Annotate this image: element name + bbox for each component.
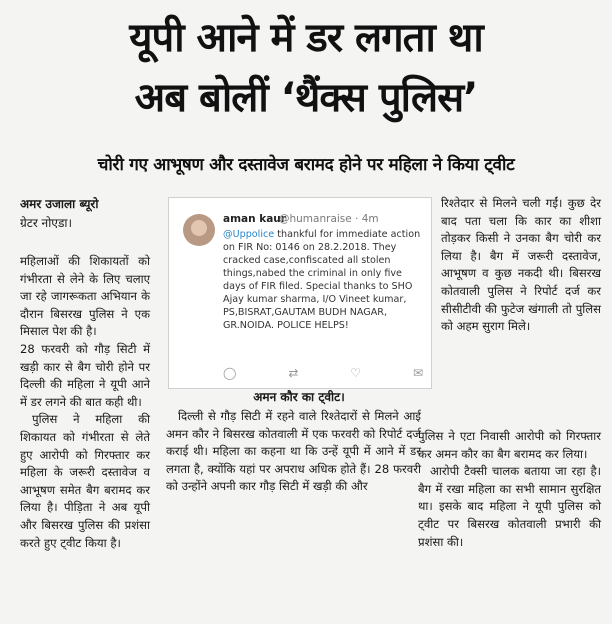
avatar <box>183 214 215 246</box>
headline-line-1: यूपी आने में डर लगता था <box>129 15 483 61</box>
headline-line-2: अब बोलीं ‘थैंक्स पुलिस’ <box>134 75 478 121</box>
article-column-3 <box>441 195 601 336</box>
paragraph: दिल्ली से गौड़ सिटी में रहने वाले रिश्तेदारों से मिलने आई अमन कौर ने बिसरख कोतवाली में एक फरवरी को रिपोर्ट दर्ज कराई थी। महिला का कहना था कि उन्हें यूपी में आने में डर लगता है, क्योंकि यहां पर अपराध अधिक होते हैं। 28 फरवरी को उन्होंने अपनी कार गौड़ सिटी में खड़ी की और <box>166 409 421 494</box>
tweet-caption: अमन कौर का ट्वीट। <box>253 390 345 404</box>
article-column-3-continued <box>418 428 601 551</box>
paragraph: रिश्तेदार से मिलने चली गईं। कुछ देर बाद पता चला कि कार का शीशा तोड़कर किसी ने उनका बैग चोरी कर लिया है। बैग में जरूरी दस्तावेज, आभूषण व कुछ नकदी थी। बिसरख कोतवाली पुलिस ने रिपोर्ट दर्ज कर सीसीटीवी की फुटेज खंगाली तो पुलिस को अहम सुराग मिले। <box>441 196 601 334</box>
article-column-2 <box>166 408 421 496</box>
paragraph: पुलिस ने एटा निवासी आरोपी को गिरफ्तार कर अमन कौर का बैग बरामद कर लिया। <box>418 429 601 461</box>
subheadline: चोरी गए आभूषण और दस्तावेज बरामद होने पर महिला ने किया ट्वीट <box>97 155 515 175</box>
tweet-text <box>223 228 423 332</box>
tweet-mention: @Uppolice <box>223 229 275 240</box>
tweet-author-name: aman kaur <box>223 213 286 225</box>
tweet-body: thankful for immediate action on FIR No: 0146 on 28.2.2018. They cracked case,confiscated all stolen things,nabed the criminal in only five days of FIR filed. Special thanks to SHO Ajay kumar sharma, I/O Vineet kumar, PS,BISRAT,GAUTAM BUDH NAGAR, GR.NOIDA. POLICE HELPS! <box>223 229 421 331</box>
byline: अमर उजाला ब्यूरो <box>20 197 99 211</box>
paragraph: महिलाओं की शिकायतों को गंभीरता से लेने के लिए चलाए जा रहे जागरूकता अभियान के दौरान बिसरख पुलिस ने एक मिसाल पेश की है। <box>20 254 150 339</box>
paragraph: 28 फरवरी को गौड़ सिटी में खड़ी कार से बैग चोरी होने पर दिल्ली की महिला ने यूपी आने में डर लगने की बात कही थी। <box>20 341 150 409</box>
tweet-handle: @humanraise · 4m <box>279 213 379 225</box>
share-icon: ✉ <box>412 366 423 380</box>
retweet-icon: ⇄ <box>288 366 299 380</box>
paragraph: आरोपी टैक्सी चालक बताया जा रहा है। बैग में रखा महिला का सभी सामान सुरक्षित था। इसके बाद महिला ने यूपी पुलिस को ट्वीट पर बिसरख कोतवाली प्रभारी की प्रशंसा की। <box>418 464 601 549</box>
tweet-actions <box>223 366 423 380</box>
article-column-1 <box>20 253 150 552</box>
paragraph: पुलिस ने महिला की शिकायत को गंभीरता से लेते हुए आरोपी को गिरफ्तार कर महिला के जरूरी दस्तावेज व आभूषण समेत बैग बरामद कर लिया है। पीड़िता ने अब यूपी और बिसरख पुलिस की प्रशंसा करते हुए ट्वीट किया है। <box>20 412 150 550</box>
dateline: ग्रेटर नोएडा। <box>20 216 73 230</box>
next-article-fragment <box>0 604 612 624</box>
reply-icon: ◯ <box>223 366 237 380</box>
like-icon: ♡ <box>350 366 362 380</box>
tweet-embed <box>168 197 432 389</box>
